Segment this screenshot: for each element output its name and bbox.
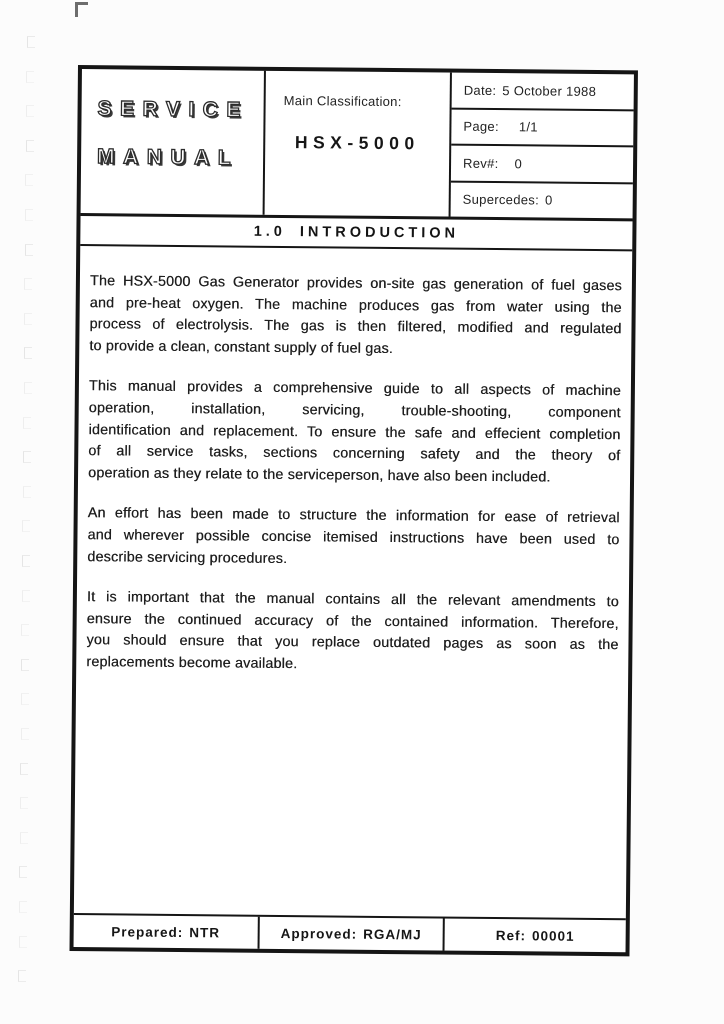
classification-label: Main Classification:: [283, 92, 402, 110]
supercedes-value: 0: [544, 192, 553, 208]
classification-value: HSX-5000: [294, 132, 420, 154]
paragraph: [86, 587, 619, 678]
meta-row-page: [451, 109, 633, 147]
rev-value: 0: [514, 155, 523, 172]
approved-label: Approved:: [280, 925, 358, 942]
scan-artifact-mark: [21, 659, 29, 671]
paragraph-line: of all service tasks, sections concerning safety and the theory of: [88, 443, 621, 465]
scan-artifact-mark: [21, 693, 29, 705]
scan-artifact-mark: [24, 313, 32, 325]
body-paragraphs: [74, 246, 632, 918]
section-number: 1.0: [253, 223, 286, 241]
scan-artifact-mark: [19, 936, 27, 948]
scan-artifact-mark: [23, 486, 31, 498]
rev-label: Rev#:: [463, 155, 499, 171]
paragraph-line: you should ensure that you replace outdated pages as soon as the: [86, 632, 619, 654]
manual-title-word-service: SERVICE: [97, 97, 250, 122]
scan-artifact-mark: [24, 382, 32, 394]
paragraph-line: operation as they relate to the serviceperson, have also been included.: [88, 464, 551, 486]
page-value: 1/1: [518, 119, 538, 135]
manual-title-word-manual: MANUAL: [97, 145, 240, 170]
ref-value: 00001: [531, 927, 575, 944]
paragraph-line: and wherever possible concise itemised instructions have been used to: [87, 527, 620, 549]
paragraph-line: describe servicing procedures.: [87, 548, 288, 567]
document-footer: [74, 913, 626, 952]
scan-artifact-mark: [22, 555, 30, 567]
footer-ref-cell: [445, 919, 626, 953]
document-sheet: [69, 65, 637, 956]
supercedes-label: Supercedes:: [462, 191, 540, 208]
section-title: INTRODUCTION: [299, 224, 460, 242]
paragraph: [89, 271, 622, 362]
paragraph-line: and pre-heat oxygen. The machine produces gas from water using the: [89, 294, 622, 316]
scan-artifact-mark: [21, 728, 29, 740]
scan-artifact-mark: [20, 797, 28, 809]
page-label: Page:: [463, 118, 499, 135]
scan-artifact-mark: [26, 105, 34, 117]
scan-artifact-mark: [26, 71, 34, 83]
footer-prepared-cell: [74, 915, 260, 949]
paragraph: [88, 376, 621, 489]
paragraph-line: to provide a clean, constant supply of fuel gas.: [89, 337, 394, 357]
footer-approved-cell: [260, 917, 445, 951]
manual-title-cell: [81, 69, 266, 215]
paragraph-line: process of electrolysis. The gas is then filtered, modified and regulated: [89, 316, 622, 338]
scan-artifact-mark: [24, 347, 32, 359]
paragraph-line: The HSX-5000 Gas Generator provides on-site gas generation of fuel gases: [89, 273, 622, 295]
prepared-value: NTR: [189, 924, 221, 940]
scan-artifact-mark: [21, 624, 29, 636]
scan-artifact-mark: [27, 36, 35, 48]
paragraph-line: This manual provides a comprehensive guide to all aspects of machine: [88, 378, 621, 400]
scan-artifact-mark: [18, 970, 26, 982]
meta-table: [451, 73, 634, 219]
scan-artifact-mark: [19, 866, 27, 878]
meta-row-date: [452, 73, 634, 111]
scan-artifact-mark: [23, 417, 31, 429]
paragraph-line: identification and replacement. To ensure the safe and effecient completion: [88, 421, 621, 443]
scan-artifact-mark: [24, 278, 32, 290]
scan-artifact-mark: [25, 209, 33, 221]
paragraph: [87, 503, 620, 573]
scan-artifact-mark: [22, 590, 30, 602]
ref-label: Ref:: [495, 927, 527, 943]
document-header: [81, 69, 634, 221]
scan-artifact-mark: [20, 763, 28, 775]
date-label: Date:: [463, 82, 497, 98]
paragraph-line: operation, installation, servicing, trouble-shooting, component: [88, 400, 621, 422]
meta-row-rev: [451, 146, 633, 184]
paragraph-line: replacements become available.: [86, 654, 298, 673]
classification-cell: [265, 71, 452, 217]
paragraph-line: ensure the continued accuracy of the contained information. Therefore,: [86, 610, 619, 632]
scan-artifact-mark: [25, 174, 33, 186]
scan-corner-artifact: [75, 2, 88, 17]
scan-artifact-mark: [19, 901, 27, 913]
scan-artifact-mark: [23, 451, 31, 463]
scan-artifact-mark: [26, 140, 34, 152]
scan-artifact-mark: [20, 832, 28, 844]
approved-value: RGA/MJ: [363, 926, 422, 942]
paragraph-line: An effort has been made to structure the information for ease of retrieval: [87, 505, 620, 527]
date-value: 5 October 1988: [502, 82, 597, 99]
scan-artifact-mark: [22, 520, 30, 532]
prepared-label: Prepared:: [111, 923, 184, 940]
meta-row-supercedes: [451, 182, 633, 218]
scan-artifact-mark: [25, 244, 33, 256]
paragraph-line: It is important that the manual contains all the relevant amendments to: [86, 589, 619, 611]
